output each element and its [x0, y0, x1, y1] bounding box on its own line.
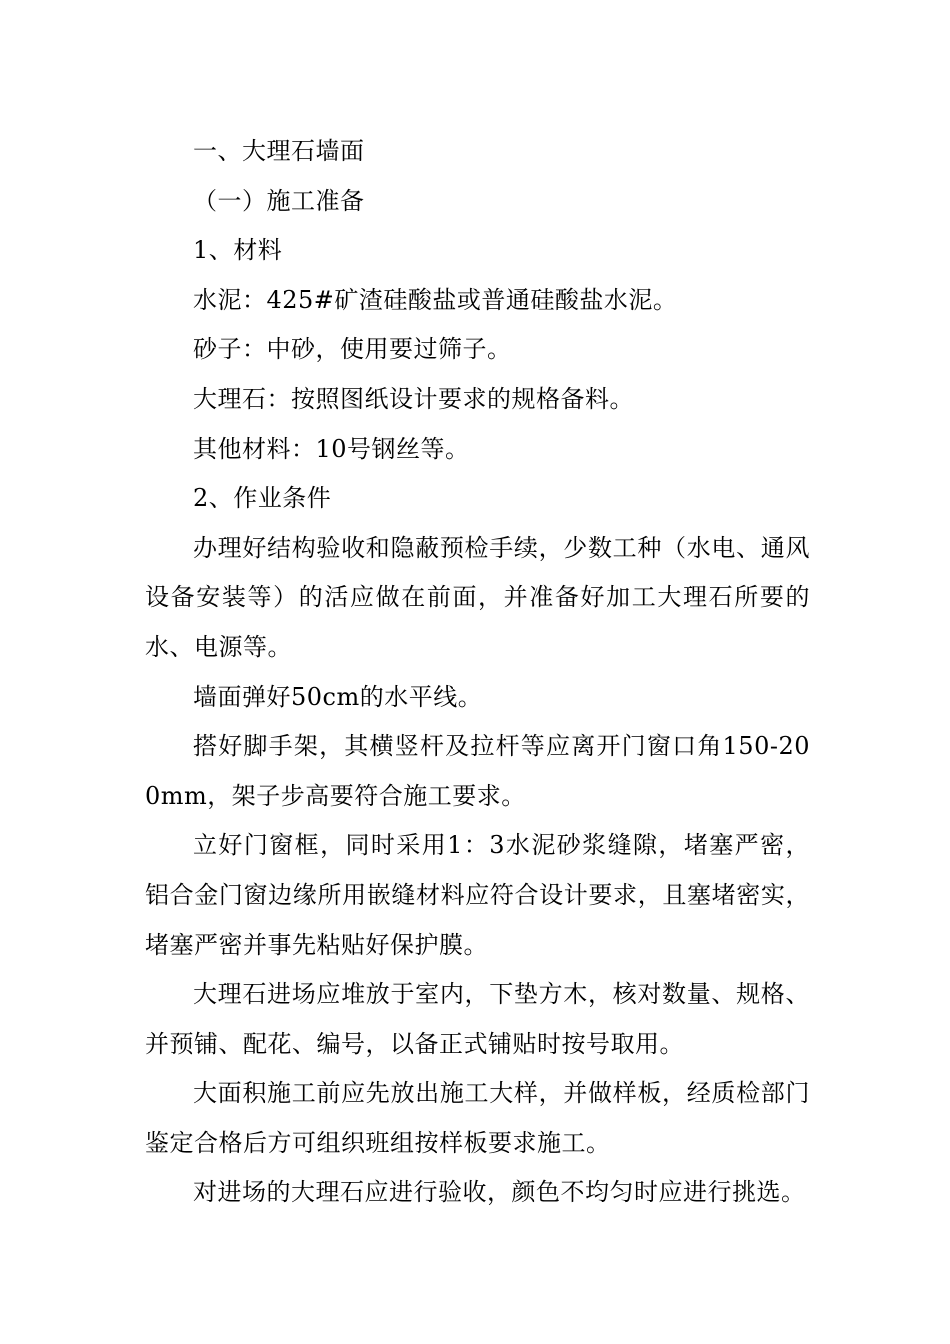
- paragraph-marble: 大理石：按照图纸设计要求的规格备料。: [193, 384, 634, 413]
- paragraph-inspection: 办理好结构验收和隐蔽预检手续，少数工种（水电、通风设备安装等）的活应做在前面，并准备好加工大理石所要的水、电源等。: [145, 533, 810, 661]
- paragraph-level-line: 墙面弹好50cm的水平线。: [193, 682, 483, 711]
- paragraph-acceptance: 对进场的大理石应进行验收，颜色不均匀时应进行挑选。: [193, 1178, 806, 1207]
- document-body: [145, 127, 810, 1218]
- paragraph-window-frames: 立好门窗框，同时采用1：3水泥砂浆缝隙，堵塞严密，铝合金门窗边缘所用嵌缝材料应符合设计要求，且塞堵密实，堵塞严密并事先粘贴好保护膜。: [145, 831, 810, 959]
- paragraph-sample-board: 大面积施工前应先放出施工大样，并做样板，经质检部门鉴定合格后方可组织班组按样板要求施工。: [145, 1079, 810, 1157]
- paragraph-scaffold: 搭好脚手架，其横竖杆及拉杆等应离开门窗口角150-200mm，架子步高要符合施工要求。: [145, 732, 810, 810]
- item-heading-conditions: 2、作业条件: [193, 484, 332, 513]
- section-heading: 一、大理石墙面: [193, 137, 365, 165]
- paragraph-other-materials: 其他材料：10号钢丝等。: [193, 434, 470, 463]
- subsection-heading: （一）施工准备: [193, 186, 365, 215]
- item-heading-materials: 1、材料: [193, 236, 283, 265]
- paragraph-cement: 水泥：425#矿渣硅酸盐或普通硅酸盐水泥。: [193, 285, 678, 314]
- paragraph-marble-storage: 大理石进场应堆放于室内，下垫方木，核对数量、规格、并预铺、配花、编号，以备正式铺贴时按号取用。: [145, 980, 810, 1058]
- paragraph-sand: 砂子：中砂，使用要过筛子。: [193, 335, 512, 364]
